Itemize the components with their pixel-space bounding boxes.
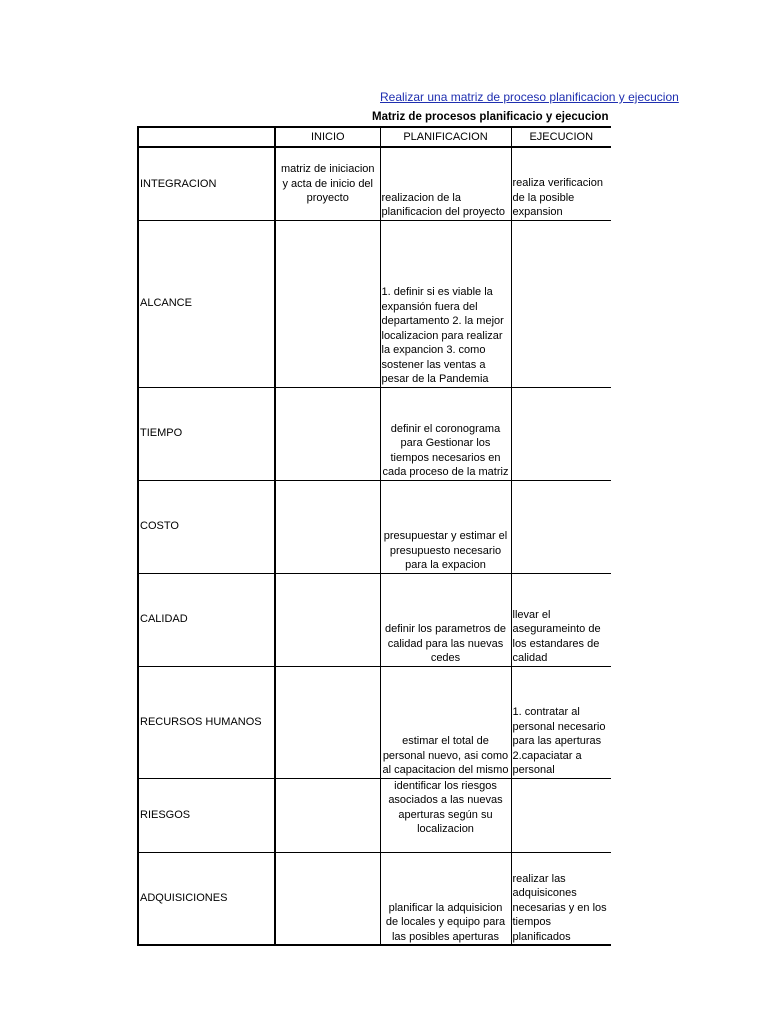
cell-costo-ejecucion bbox=[511, 480, 611, 573]
cell-recursos-humanos-inicio bbox=[275, 666, 380, 778]
row-label-calidad: CALIDAD bbox=[138, 573, 275, 666]
cell-recursos-humanos-ejecucion: 1. contratar al personal necesario para las aperturas 2.capaciatar a personal bbox=[511, 666, 611, 778]
cell-costo-planificacion: presupuestar y estimar el presupuesto necesario para la expacion bbox=[380, 480, 511, 573]
header-row bbox=[138, 127, 611, 147]
row-label-alcance: ALCANCE bbox=[138, 220, 275, 387]
matrix-link[interactable]: Realizar una matriz de proceso planificacion y ejecucion bbox=[380, 90, 679, 104]
row-label-integracion: INTEGRACION bbox=[138, 147, 275, 220]
table-row bbox=[138, 480, 611, 573]
document-title: Matriz de procesos planificacio y ejecucion bbox=[372, 111, 609, 123]
table-row bbox=[138, 387, 611, 480]
cell-alcance-inicio bbox=[275, 220, 380, 387]
row-label-recursos-humanos: RECURSOS HUMANOS bbox=[138, 666, 275, 778]
row-label-adquisiciones: ADQUISICIONES bbox=[138, 852, 275, 945]
process-matrix-table bbox=[137, 126, 611, 946]
cell-adquisiciones-planificacion: planificar la adquisicion de locales y equipo para las posibles aperturas bbox=[380, 852, 511, 945]
cell-alcance-planificacion: 1. definir si es viable la expansión fuera del departamento 2. la mejor localizacion para realizar la expancion 3. como sostener las ventas a pesar de la Pandemia bbox=[380, 220, 511, 387]
cell-riesgos-planificacion: identificar los riesgos asociados a las nuevas aperturas según su localizacion bbox=[380, 778, 511, 852]
table-row bbox=[138, 220, 611, 387]
cell-integracion-planificacion: realizacion de la planificacion del proyecto bbox=[380, 147, 511, 220]
header-inicio: INICIO bbox=[275, 127, 380, 147]
cell-calidad-ejecucion: llevar el asegurameinto de los estandares de calidad bbox=[511, 573, 611, 666]
cell-tiempo-planificacion: definir el coronograma para Gestionar los tiempos necesarios en cada proceso de la matriz bbox=[380, 387, 511, 480]
row-label-costo: COSTO bbox=[138, 480, 275, 573]
cell-alcance-ejecucion bbox=[511, 220, 611, 387]
cell-adquisiciones-ejecucion: realizar las adquisicones necesarias y en los tiempos planificados bbox=[511, 852, 611, 945]
row-label-tiempo: TIEMPO bbox=[138, 387, 275, 480]
cell-costo-inicio bbox=[275, 480, 380, 573]
cell-calidad-planificacion: definir los parametros de calidad para las nuevas cedes bbox=[380, 573, 511, 666]
cell-recursos-humanos-planificacion: estimar el total de personal nuevo, asi como al capacitacion del mismo bbox=[380, 666, 511, 778]
table-row bbox=[138, 778, 611, 852]
header-planificacion: PLANIFICACION bbox=[380, 127, 511, 147]
cell-calidad-inicio bbox=[275, 573, 380, 666]
cell-adquisiciones-inicio bbox=[275, 852, 380, 945]
header-ejecucion: EJECUCION bbox=[511, 127, 611, 147]
header-area bbox=[138, 127, 275, 147]
row-label-riesgos: RIESGOS bbox=[138, 778, 275, 852]
cell-riesgos-inicio bbox=[275, 778, 380, 852]
cell-integracion-inicio: matriz de iniciacion y acta de inicio del proyecto bbox=[275, 147, 380, 220]
cell-riesgos-ejecucion bbox=[511, 778, 611, 852]
cell-integracion-ejecucion: realiza verificacion de la posible expansion bbox=[511, 147, 611, 220]
cell-tiempo-inicio bbox=[275, 387, 380, 480]
table-row bbox=[138, 852, 611, 945]
cell-tiempo-ejecucion bbox=[511, 387, 611, 480]
table-row bbox=[138, 147, 611, 220]
table-row bbox=[138, 573, 611, 666]
table-row bbox=[138, 666, 611, 778]
